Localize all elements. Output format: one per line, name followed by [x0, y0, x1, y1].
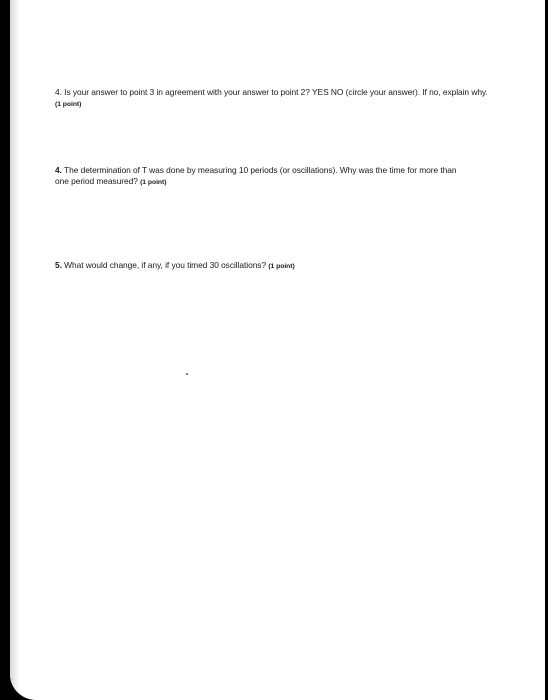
question-text: The determination of T was done by measuring 10 periods (or oscillations). Why was the time for more than one period measured? [55, 165, 457, 186]
question-points: (1 point) [268, 263, 295, 270]
question-number: 5. [55, 260, 62, 270]
question-4-determination [55, 165, 465, 188]
question-text: Is your answer to point 3 in agreement with your answer to point 2? YES NO (circle your answer). If no, explain why. [64, 87, 488, 97]
page-edge-shadow [10, 0, 20, 700]
question-4-agreement [55, 87, 495, 110]
question-number: 4. [55, 165, 62, 175]
question-5-oscillations [55, 260, 475, 273]
paper-speck [186, 373, 188, 375]
worksheet-page [10, 0, 545, 700]
question-number: 4. [55, 87, 62, 97]
question-points: (1 point) [55, 100, 82, 108]
question-text: What would change, if any, if you timed 30 oscillations? [64, 260, 267, 270]
question-points: (1 point) [140, 178, 167, 186]
